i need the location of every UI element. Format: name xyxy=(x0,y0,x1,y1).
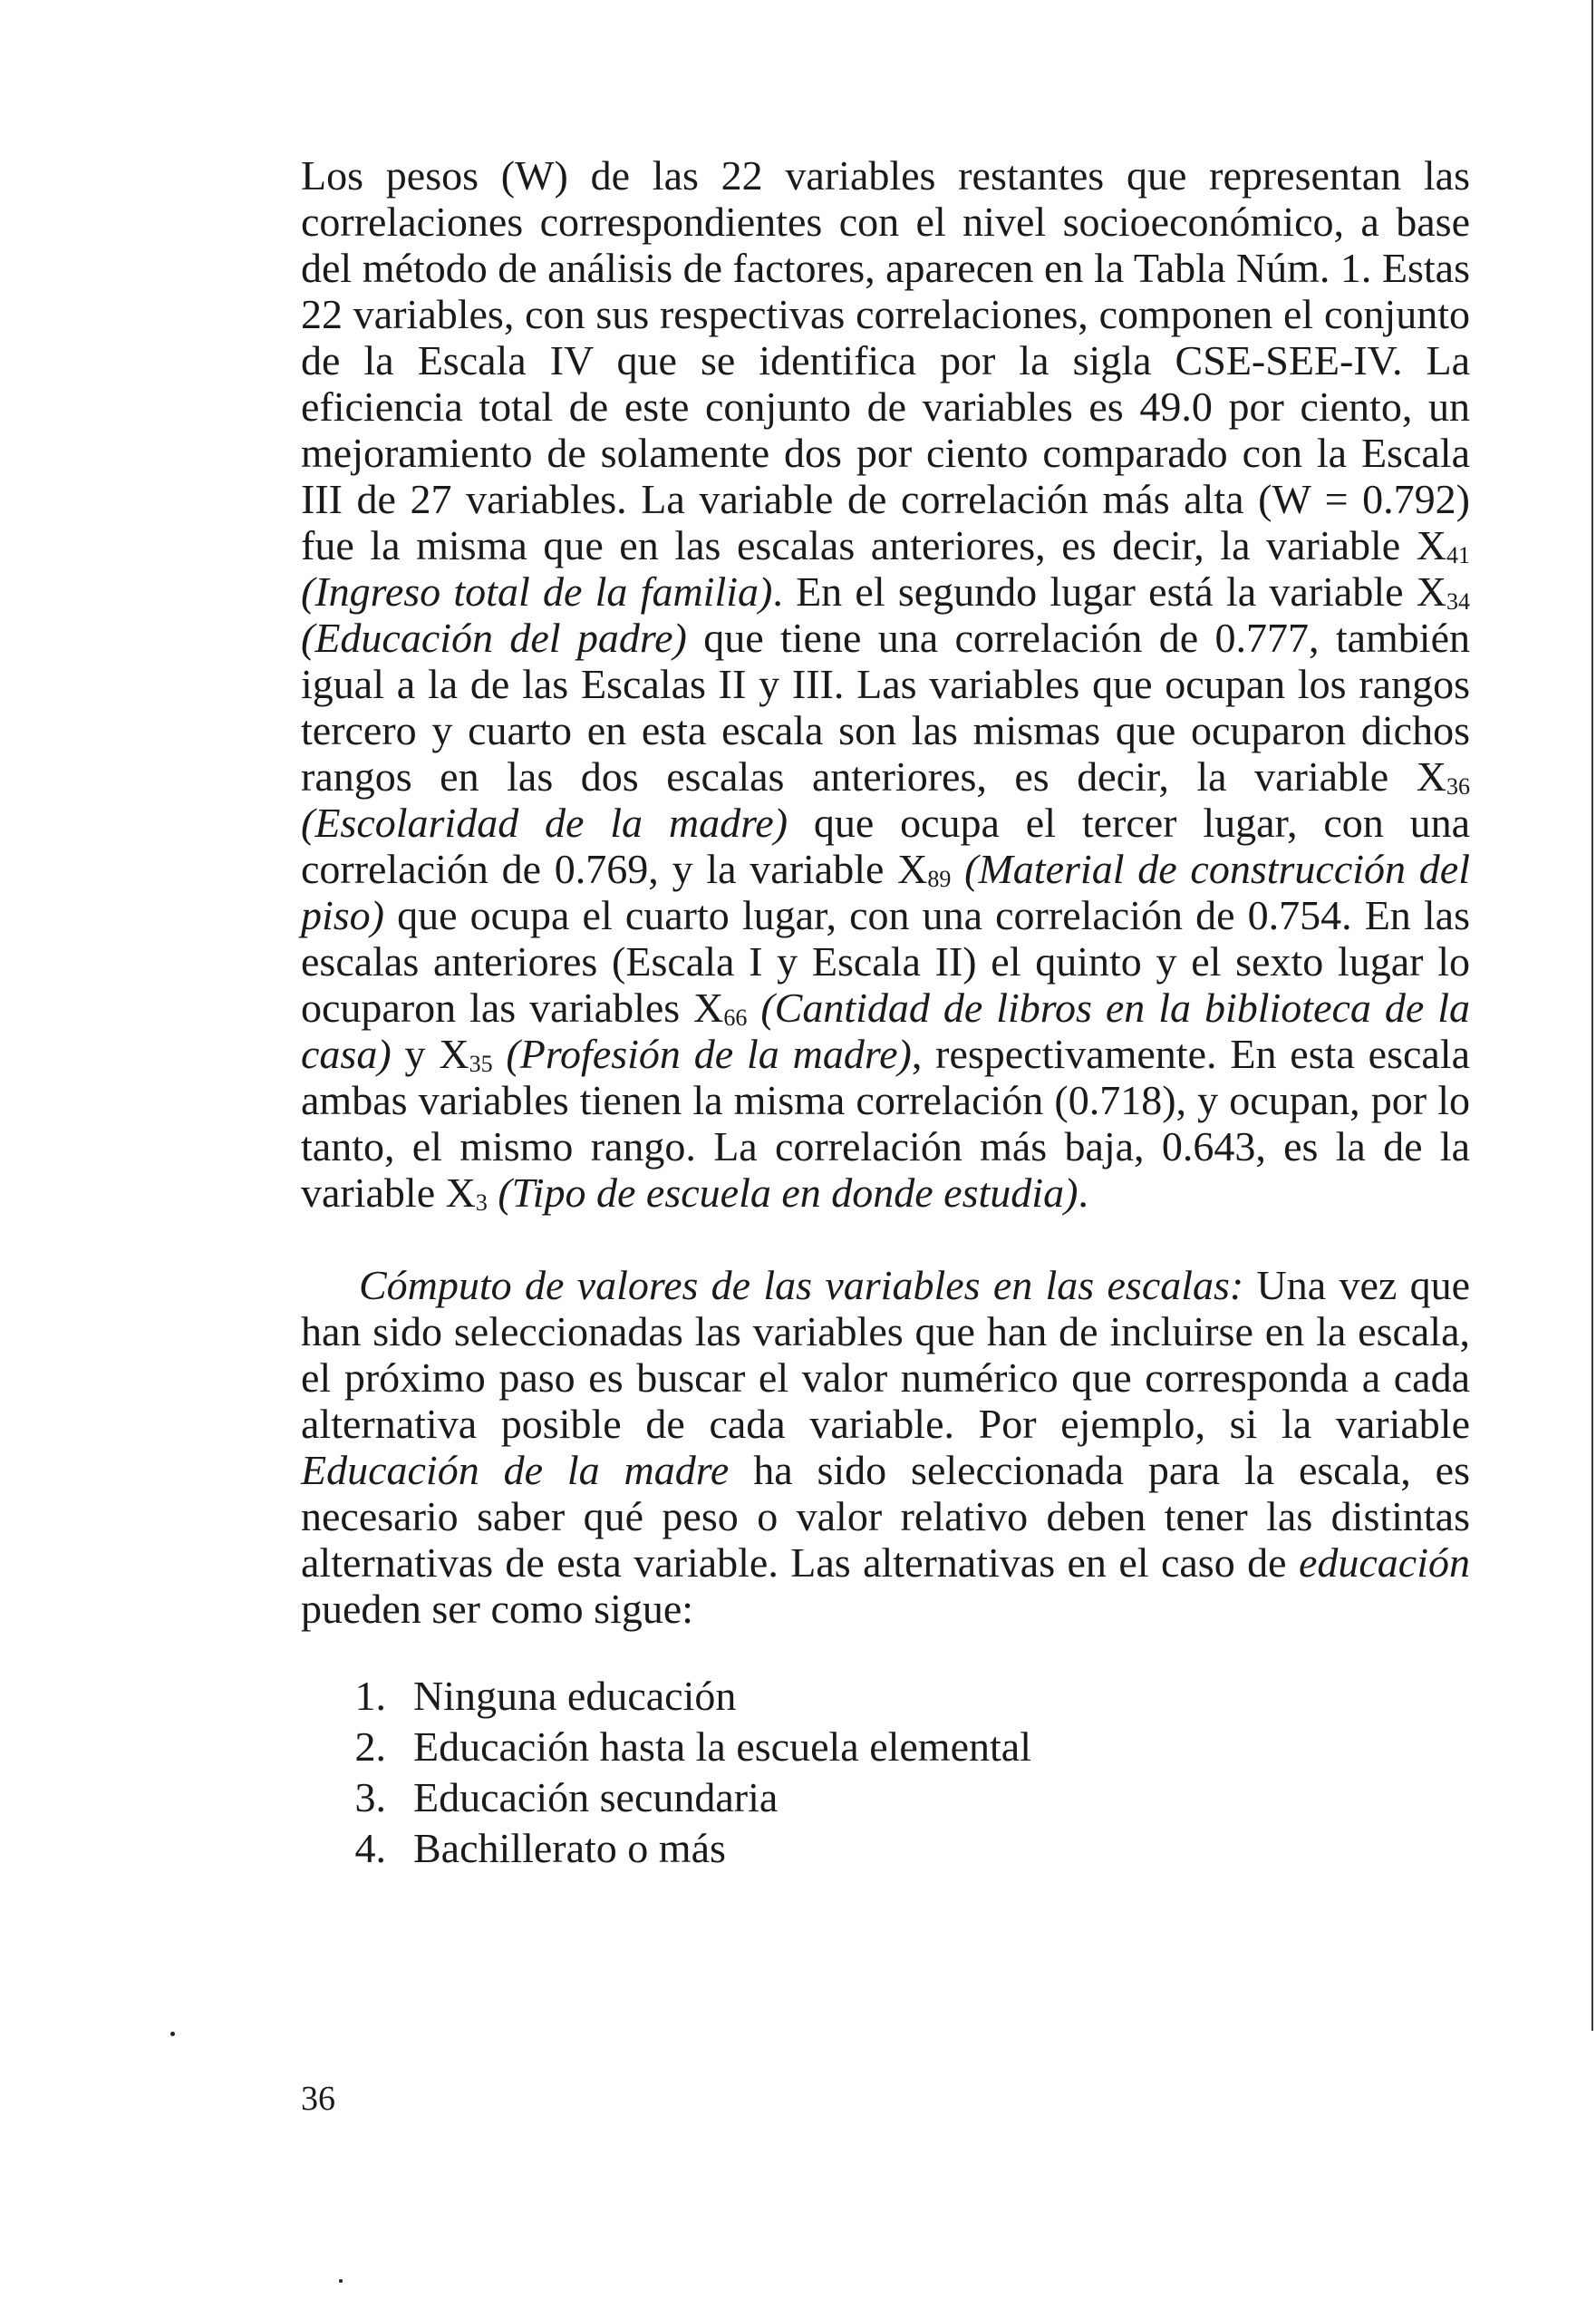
list-item-number: 1. xyxy=(354,1673,386,1719)
list-item-text: Bachillerato o más xyxy=(413,1825,726,1871)
text-run: que ocupa el tercer lugar, con una correlación de 0.769, y la variable X xyxy=(301,800,1471,892)
list-item-number: 3. xyxy=(354,1774,386,1820)
italic-variable-name: (Ingreso total de la familia) xyxy=(301,568,773,615)
text-run: Los pesos (W) de las 22 variables restantes que representan las correlaciones correspondientes con el nivel socioeconómico, a base del método de análisis de factores, aparecen en la Tabla Núm. 1. Estas 22 variables, con sus respectivas correlaciones, componen el conjunto de la Escala IV que se identifica por la sigla CSE-SEE-IV. La eficiencia total de este conjunto de variables es 49.0 por ciento, un mejoramiento de solamente dos por ciento comparado con la Escala III de 27 variables. La variable de correlación más alta (W = 0.792) fue la misma que en las escalas anteriores, es decir, la variable X xyxy=(301,152,1470,568)
list-item-text: Educación hasta la escuela elemental xyxy=(413,1723,1031,1770)
list-item-text: Ninguna educación xyxy=(413,1673,737,1719)
body-text xyxy=(301,152,1470,1874)
text-run: . xyxy=(1078,1169,1088,1216)
italic-variable-name: (Profesión de la madre) xyxy=(506,1031,912,1077)
italic-variable-name: (Escolaridad de la madre) xyxy=(301,800,788,846)
page-number: 36 xyxy=(301,2080,335,2118)
text-run: , respectivamente. En esta escala ambas variables tienen la misma correlación (0.718), y ocupan, por lo tanto, el mismo rango. La correlación más baja, 0.643, es la de la variable X xyxy=(301,1031,1471,1216)
text-run: pueden ser como sigue: xyxy=(301,1586,694,1632)
italic-variable-name: Educación de la madre xyxy=(301,1447,730,1493)
list-item xyxy=(301,1722,1470,1772)
page-edge-line xyxy=(1591,0,1593,2031)
text-run: ha sido seleccionada para la escala, es necesario saber qué peso o valor relativo deben tener las distintas alternativas de esta variable. Las alternativas en el caso de xyxy=(301,1447,1470,1586)
text-run: que ocupa el cuarto lugar, con una correlación de 0.754. En las escalas anteriores (Escala I y Escala II) el quinto y el sexto lugar lo ocuparon las variables X xyxy=(301,892,1470,1031)
subscript: 41 xyxy=(1446,542,1470,568)
list-item xyxy=(301,1671,1470,1722)
subscript: 35 xyxy=(469,1051,493,1077)
italic-variable-name: (Educación del padre) xyxy=(301,615,687,661)
paragraph-1 xyxy=(301,152,1470,1216)
text-run: y X xyxy=(391,1031,469,1077)
list-item-text: Educación secundaria xyxy=(413,1774,779,1820)
list-item-number: 4. xyxy=(354,1825,386,1871)
section-run-in-heading: Cómputo de valores de las variables en las escalas: xyxy=(359,1262,1244,1308)
scan-speck xyxy=(170,2032,175,2036)
subscript: 3 xyxy=(475,1189,488,1216)
subscript: 89 xyxy=(927,866,952,892)
text-run: que tiene una correlación de 0.777, también igual a la de las Escalas II y III. Las variables que ocupan los rangos tercero y cuarto en esta escala son las mismas que ocuparon dichos rangos en las dos escalas anteriores, es decir, la variable X xyxy=(301,615,1470,800)
alternatives-list xyxy=(301,1671,1470,1874)
paragraph-2 xyxy=(301,1262,1470,1632)
subscript: 34 xyxy=(1446,588,1470,615)
italic-variable-name: (Material de construcción del piso) xyxy=(301,846,1470,938)
italic-variable-name: (Cantidad de libros en la biblioteca de la casa) xyxy=(301,985,1471,1077)
text-run: Una vez que han sido seleccionadas las variables que han de incluirse en la escala, el próximo paso es buscar el valor numérico que corresponda a cada alternativa posible de cada variable. Por ejemplo, si la variable xyxy=(301,1262,1470,1447)
italic-variable-name: (Tipo de escuela en donde estudia) xyxy=(498,1169,1079,1216)
list-item xyxy=(301,1772,1470,1823)
italic-term: educación xyxy=(1298,1539,1470,1586)
text-run: . En el segundo lugar está la variable X xyxy=(772,568,1446,615)
subscript: 66 xyxy=(723,1004,748,1031)
scan-speck xyxy=(339,2279,343,2283)
list-item xyxy=(301,1823,1470,1874)
list-item-number: 2. xyxy=(354,1723,386,1770)
subscript: 36 xyxy=(1446,773,1470,800)
